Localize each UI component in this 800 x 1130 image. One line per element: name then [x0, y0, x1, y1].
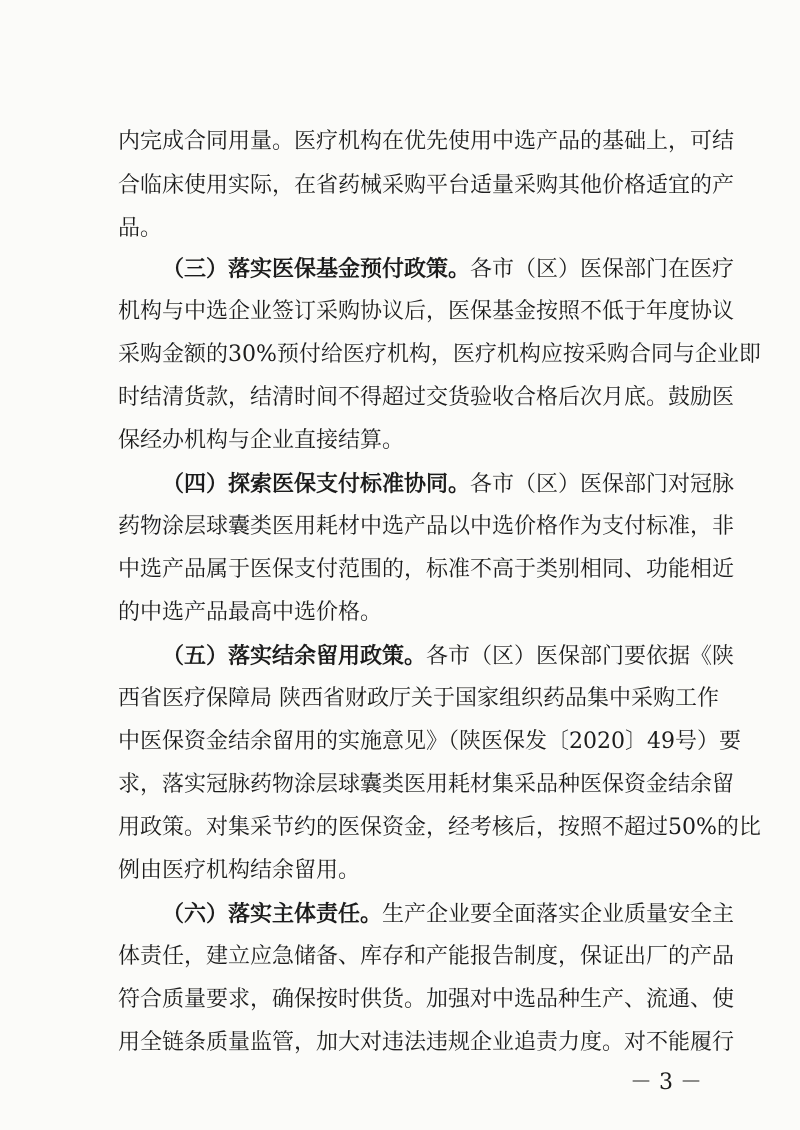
body-text-line: 内完成合同用量。医疗机构在优先使用中选产品的基础上，可结 [118, 129, 735, 154]
body-text-line: 药物涂层球囊类医用耗材中选产品以中选价格作为支付标准，非 [118, 514, 735, 539]
body-text-line: 符合质量要求，确保按时供货。加强对中选品种生产、流通、使 [118, 987, 735, 1012]
body-text-line: 中选产品属于医保支付范围的，标准不高于类别相同、功能相近 [118, 557, 735, 582]
body-text-line: 采购金额的30%预付给医疗机构，医疗机构应按采购合同与企业即 [118, 342, 761, 367]
section-line [162, 254, 735, 285]
section-heading: （六）落实主体责任。 [162, 901, 383, 927]
body-text-line: 的中选产品最高中选价格。 [118, 600, 383, 625]
body-text-line: 机构与中选企业签订采购协议后，医保基金按照不低于年度协议 [118, 299, 735, 324]
section-heading: （三）落实医保基金预付政策。 [162, 256, 471, 282]
body-text: 各市（区）医保部门要依据《陕 [426, 644, 735, 669]
body-text-line: 西省医疗保障局 陕西省财政厅关于国家组织药品集中采购工作 [118, 686, 719, 711]
page-number: － 3 － [630, 1070, 702, 1095]
body-text-line: 时结清货款，结清时间不得超过交货验收合格后次月底。鼓励医 [118, 385, 735, 410]
section-line [162, 469, 735, 500]
section-line [162, 641, 735, 672]
body-text: 各市（区）医保部门在医疗 [470, 257, 735, 282]
body-text-line: 求，落实冠脉药物涂层球囊类医用耗材集采品种医保资金结余留 [118, 772, 735, 797]
body-text-line: 体责任，建立应急储备、库存和产能报告制度，保证出厂的产品 [118, 944, 735, 969]
section-heading: （五）落实结余留用政策。 [162, 643, 427, 669]
body-text-line: 用政策。对集采节约的医保资金，经考核后，按照不超过50%的比 [118, 815, 761, 840]
body-text-line: 合临床使用实际，在省药械采购平台适量采购其他价格适宜的产 [118, 173, 735, 198]
section-heading: （四）探索医保支付标准协同。 [162, 471, 471, 497]
section-line [162, 899, 735, 930]
body-text-line: 保经办机构与企业直接结算。 [118, 428, 405, 453]
body-text: 各市（区）医保部门对冠脉 [470, 472, 735, 497]
body-text-line: 例由医疗机构结余留用。 [118, 858, 361, 883]
body-text-line: 用全链条质量监管，加大对违法违规企业追责力度。对不能履行 [118, 1030, 735, 1055]
body-text-line: 中医保资金结余留用的实施意见》（陕医保发〔2020〕49号）要 [118, 729, 741, 754]
body-text-line: 品。 [118, 216, 163, 241]
body-text: 生产企业要全面落实企业质量安全主 [382, 902, 735, 927]
